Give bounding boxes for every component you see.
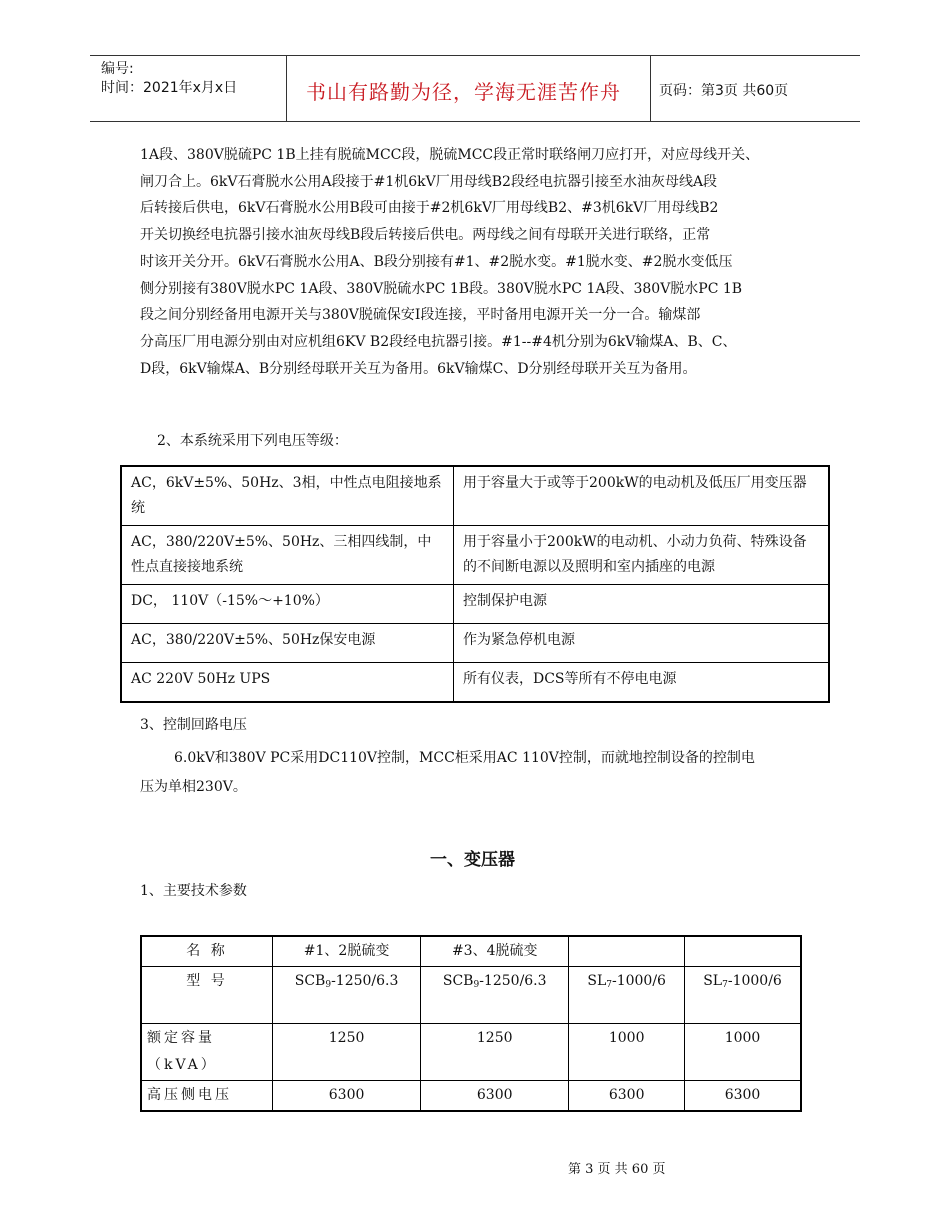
usage-cell: 所有仪表，DCS等所有不停电电源 <box>454 663 830 703</box>
hv-cell: 6300 <box>273 1081 421 1112</box>
model-suffix: -1250/6.3 <box>479 973 547 989</box>
table-row <box>121 526 829 585</box>
paragraph-line: 闸刀合上。6kV石膏脱水公用A段接于#1机6kV厂用母线B2段经电抗器引接至水油灰母线A段 <box>140 173 718 190</box>
capacity-cell: 1250 <box>421 1024 569 1081</box>
chapter-title: 一、变压器 <box>430 850 515 870</box>
column-header <box>569 936 685 967</box>
header-meta <box>101 60 237 98</box>
voltage-cell: DC， 110V（-15%～+10%） <box>121 585 454 624</box>
table-row <box>141 936 801 967</box>
table-row <box>121 624 829 663</box>
voltage-level-table <box>120 465 830 703</box>
paragraph-line: 段之间分别经备用电源开关与380V脱硫保安Ⅰ段连接，平时备用电源开关一分一合。输煤部 <box>140 307 701 324</box>
model-suffix: -1000/6 <box>611 973 666 989</box>
row-label: 名 称 <box>141 936 273 967</box>
usage-cell: 作为紧急停机电源 <box>454 624 830 663</box>
model-cell <box>569 967 685 1024</box>
header-divider-right <box>650 56 651 121</box>
header-bottom-rule <box>90 121 860 122</box>
model-prefix: SL <box>703 973 723 989</box>
capacity-cell: 1000 <box>569 1024 685 1081</box>
column-header <box>685 936 801 967</box>
section-heading-voltage-levels: 2、本系统采用下列电压等级： <box>157 433 348 449</box>
capacity-cell: 1250 <box>273 1024 421 1081</box>
model-subscript: 9 <box>325 980 332 990</box>
doc-time-label: 时间：2021年x月x日 <box>101 80 238 96</box>
model-prefix: SL <box>587 973 607 989</box>
model-cell <box>421 967 569 1024</box>
model-suffix: -1250/6.3 <box>331 973 399 989</box>
model-subscript: 9 <box>473 980 480 990</box>
model-subscript: 7 <box>606 980 612 990</box>
control-voltage-paragraph <box>140 744 840 802</box>
paragraph-line: 1A段、380V脱硫PC 1B上挂有脱硫MCC段，脱硫MCC段正常时联络闸刀应打开，对应母线开关、 <box>140 147 760 163</box>
model-subscript: 7 <box>722 980 728 990</box>
table-row <box>141 1081 801 1112</box>
paragraph-line: D段，6kV输煤A、B分别经母联开关互为备用。6kV输煤C、D分别经母联开关互为备用。 <box>140 360 697 377</box>
header-divider-left <box>286 56 287 121</box>
header-motto: 书山有路勤为径，学海无涯苦作舟 <box>306 80 621 104</box>
doc-number-label: 编号: <box>101 61 134 77</box>
paragraph-line: 分高压厂用电源分别由对应机组6KV B2段经电抗器引接。#1--#4机分别为6kV输煤A、B、C、 <box>140 333 737 350</box>
capacity-cell: 1000 <box>685 1024 801 1081</box>
header-page-info: 页码：第3页 共60页 <box>659 83 789 99</box>
hv-cell: 6300 <box>421 1081 569 1112</box>
column-header: #1、2脱硫变 <box>273 936 421 967</box>
paragraph-line: 时该开关分开。6kV石膏脱水公用A、B段分别接有#1、#2脱水变。#1脱水变、#2脱水变低压 <box>140 253 733 270</box>
header-top-rule <box>90 55 860 56</box>
table-row <box>121 585 829 624</box>
model-cell <box>273 967 421 1024</box>
section-heading-control-voltage: 3、控制回路电压 <box>140 717 247 733</box>
body-paragraph <box>140 142 840 382</box>
model-cell <box>685 967 801 1024</box>
hv-cell: 6300 <box>569 1081 685 1112</box>
sub-heading-tech-params: 1、主要技术参数 <box>140 883 247 899</box>
model-prefix: SCB <box>294 973 326 989</box>
row-label: 高压侧电压 <box>141 1081 273 1112</box>
voltage-cell: AC，380/220V±5%、50Hz保安电源 <box>121 624 454 663</box>
table-row <box>121 663 829 703</box>
usage-cell: 用于容量大于或等于200kW的电动机及低压厂用变压器 <box>454 466 830 526</box>
paragraph-line: 开关切换经电抗器引接水油灰母线B段后转接后供电。两母线之间有母联开关进行联络，正常 <box>140 227 711 244</box>
table-row <box>121 466 829 526</box>
model-prefix: SCB <box>442 973 474 989</box>
voltage-cell: AC，380/220V±5%、50Hz、三相四线制，中性点直接接地系统 <box>121 526 454 585</box>
paragraph-line: 压为单相230V。 <box>140 779 247 795</box>
paragraph-line: 侧分别接有380V脱水PC 1A段、380V脱硫水PC 1B段。380V脱水PC 1A段、380V脱水PC 1B <box>140 280 743 297</box>
page-footer: 第 3 页 共 60 页 <box>568 1162 666 1177</box>
model-suffix: -1000/6 <box>727 973 782 989</box>
usage-cell: 控制保护电源 <box>454 585 830 624</box>
paragraph-line: 后转接后供电，6kV石膏脱水公用B段可由接于#2机6kV厂用母线B2、#3机6kV厂用母线B2 <box>140 200 719 217</box>
row-label: 型 号 <box>141 967 273 1024</box>
voltage-cell: AC 220V 50Hz UPS <box>121 663 454 703</box>
transformer-param-table <box>140 935 802 1112</box>
hv-cell: 6300 <box>685 1081 801 1112</box>
table-row <box>141 967 801 1024</box>
usage-cell: 用于容量小于200kW的电动机、小动力负荷、特殊设备的不间断电源以及照明和室内插座的电源 <box>454 526 830 585</box>
table-row <box>141 1024 801 1081</box>
paragraph-line: 6.0kV和380V PC采用DC110V控制，MCC柜采用AC 110V控制，而就地控制设备的控制电 <box>174 750 755 766</box>
voltage-cell: AC，6kV±5%、50Hz、3相，中性点电阻接地系统 <box>121 466 454 526</box>
row-label: 额定容量（kVA） <box>141 1024 273 1081</box>
column-header: #3、4脱硫变 <box>421 936 569 967</box>
